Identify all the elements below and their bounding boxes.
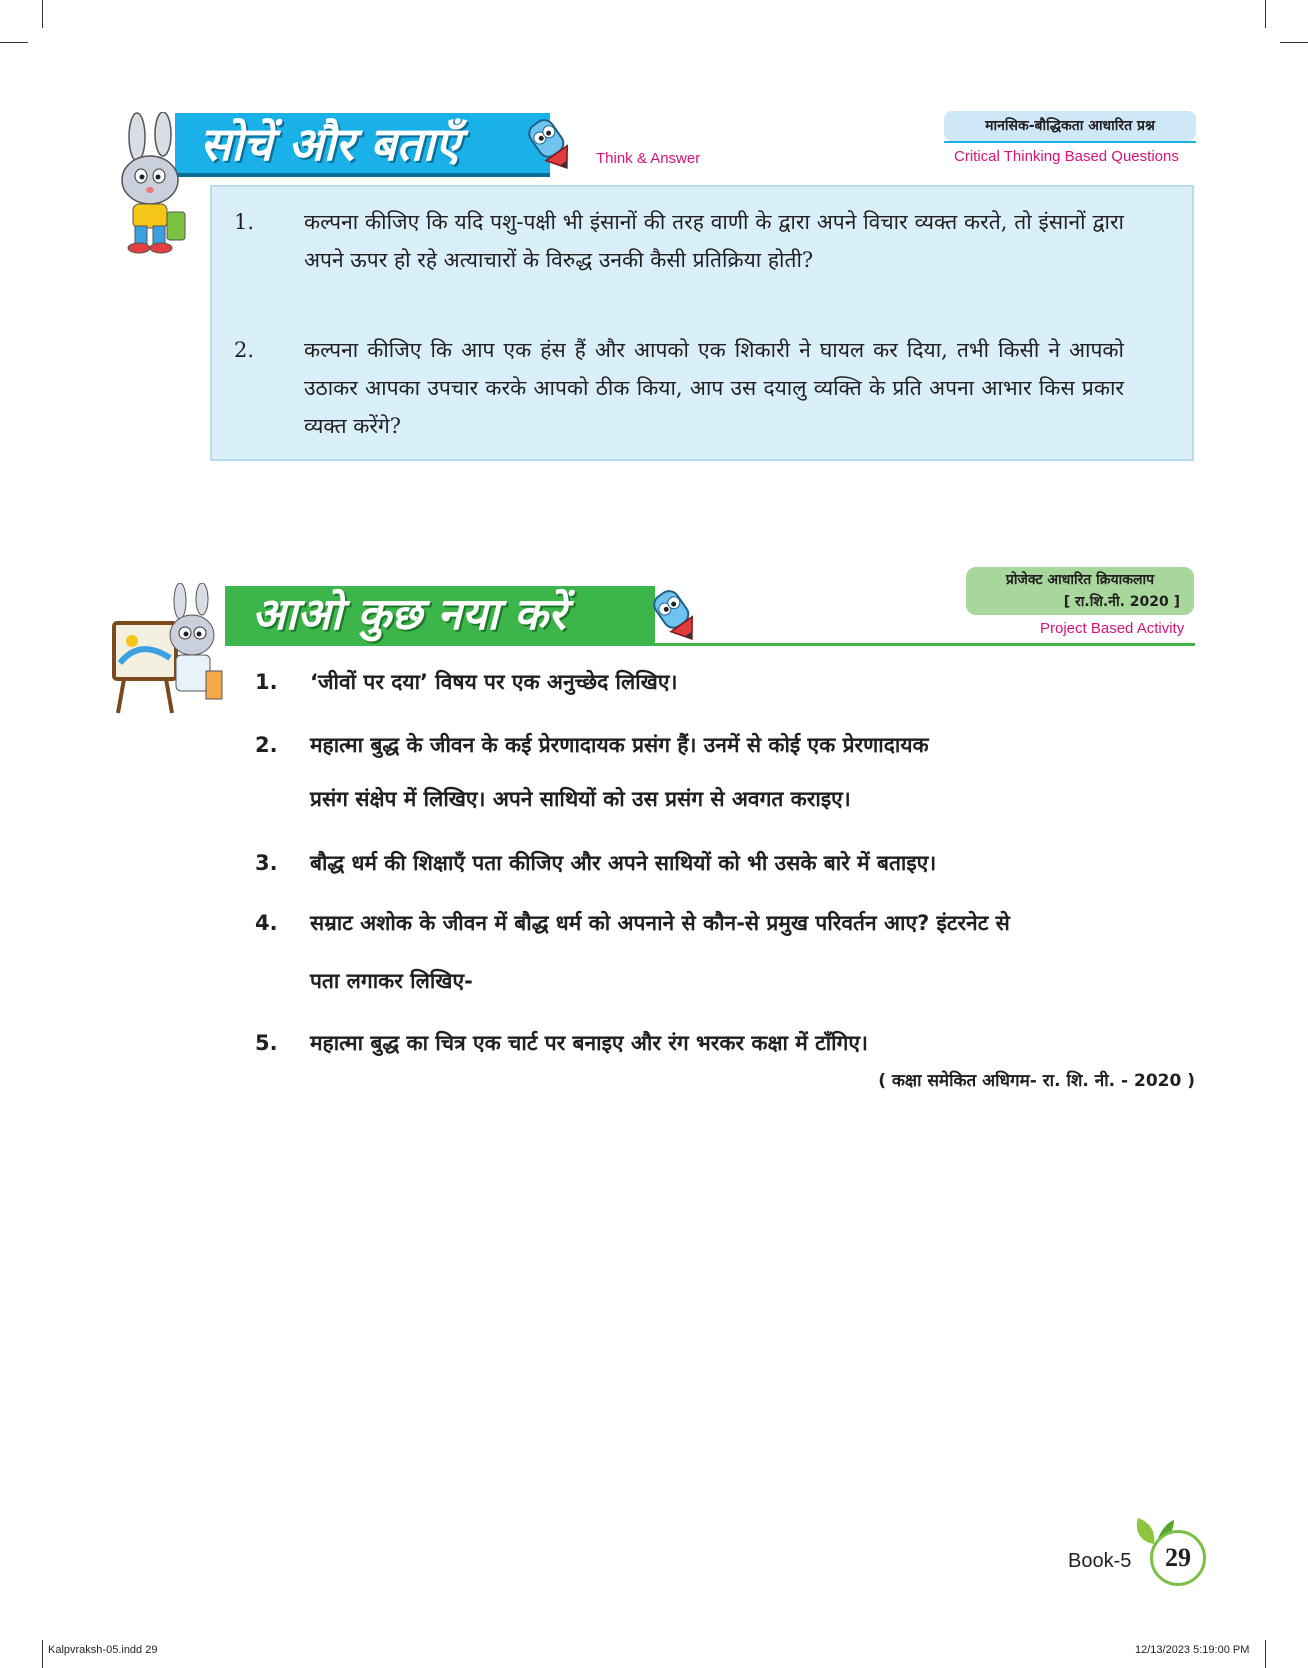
activity-number: 4. xyxy=(255,911,278,935)
book-label: Book-5 xyxy=(1068,1550,1132,1572)
activity-text: महात्मा बुद्ध के जीवन के कई प्रेरणादायक प्रसंग हैं। उनमें से कोई एक प्रेरणादायक xyxy=(310,733,929,757)
section2-tag-english: Project Based Activity xyxy=(1040,620,1185,637)
section1-tag-english: Critical Thinking Based Questions xyxy=(954,148,1179,165)
activity-number: 1. xyxy=(255,670,278,694)
activity-text-continued: पता लगाकर लिखिए- xyxy=(310,969,473,993)
section1-tag-underline xyxy=(944,141,1196,143)
pencil-mascot-icon xyxy=(640,575,712,647)
pencil-mascot-icon xyxy=(515,104,587,176)
section2-tag xyxy=(966,567,1194,615)
crop-mark xyxy=(42,1640,43,1668)
activity-item xyxy=(0,718,1308,826)
activity-number: 5. xyxy=(255,1031,278,1055)
section1-title: सोचें और बताएँ xyxy=(200,117,460,171)
activity-text: बौद्ध धर्म की शिक्षाएँ पता कीजिए और अपने साथियों को भी उसके बारे में बताइए। xyxy=(310,851,937,875)
slug-file: Kalpvraksh-05.indd 29 xyxy=(48,1644,158,1656)
slug-date: 12/13/2023 5:19:00 PM xyxy=(1135,1644,1250,1656)
activity-item xyxy=(0,1016,1308,1070)
question-number: 1. xyxy=(234,210,255,234)
activity-item xyxy=(0,655,1308,709)
question-text: कल्पना कीजिए कि यदि पशु-पक्षी भी इंसानों की तरह वाणी के द्वारा अपने विचार व्यक्त करते, तो इंसानों द्वारा अपने ऊपर हो रहे अत्याचारों के विरुद्ध उनकी कैसी प्रतिक्रिया होती? xyxy=(304,210,1124,272)
crop-mark xyxy=(0,42,28,43)
question-box xyxy=(210,185,1194,461)
activity-number: 2. xyxy=(255,733,278,757)
question-number: 2. xyxy=(234,338,255,362)
section2-title: आओ कुछ नया करें xyxy=(252,589,566,640)
crop-mark xyxy=(1265,0,1266,28)
activity-item xyxy=(0,836,1308,890)
section1-tag: मानसिक-बौद्धिकता आधारित प्रश्न xyxy=(944,111,1196,141)
page-number: 29 xyxy=(1150,1530,1206,1586)
section2-tag-line1: प्रोजेक्ट आधारित क्रियाकलाप xyxy=(1005,572,1155,588)
rabbit-mascot-icon xyxy=(105,112,195,257)
crop-mark xyxy=(1280,42,1308,43)
crop-mark xyxy=(1265,1640,1266,1668)
crop-mark xyxy=(42,0,43,28)
question-text: कल्पना कीजिए कि आप एक हंस हैं और आपको एक शिकारी ने घायल कर दिया, तभी किसी ने आपको उठाकर आपका उपचार करके आपको ठीक किया, आप उस दयालु व्यक्ति के प्रति अपना आभार किस प्रकार व्यक्त करेंगे? xyxy=(304,338,1124,438)
activity-item xyxy=(0,896,1308,1004)
activity-note: ( कक्षा समेकित अधिगम- रा. शि. नी. - 2020 ) xyxy=(878,1071,1195,1091)
activity-text: सम्राट अशोक के जीवन में बौद्ध धर्म को अपनाने से कौन-से प्रमुख परिवर्तन आए? इंटरनेट से xyxy=(310,911,1010,935)
activity-text: ‘जीवों पर दया’ विषय पर एक अनुच्छेद लिखिए। xyxy=(310,670,678,694)
activity-text-continued: प्रसंग संक्षेप में लिखिए। अपने साथियों को उस प्रसंग से अवगत कराइए। xyxy=(310,787,851,811)
section1-subtitle: Think & Answer xyxy=(596,150,701,167)
section2-tag-line2: [ रा.शि.नी. 2020 ] xyxy=(1063,594,1180,610)
activity-text: महात्मा बुद्ध का चित्र एक चार्ट पर बनाइए और रंग भरकर कक्षा में टाँगिए। xyxy=(310,1031,869,1055)
activity-number: 3. xyxy=(255,851,278,875)
